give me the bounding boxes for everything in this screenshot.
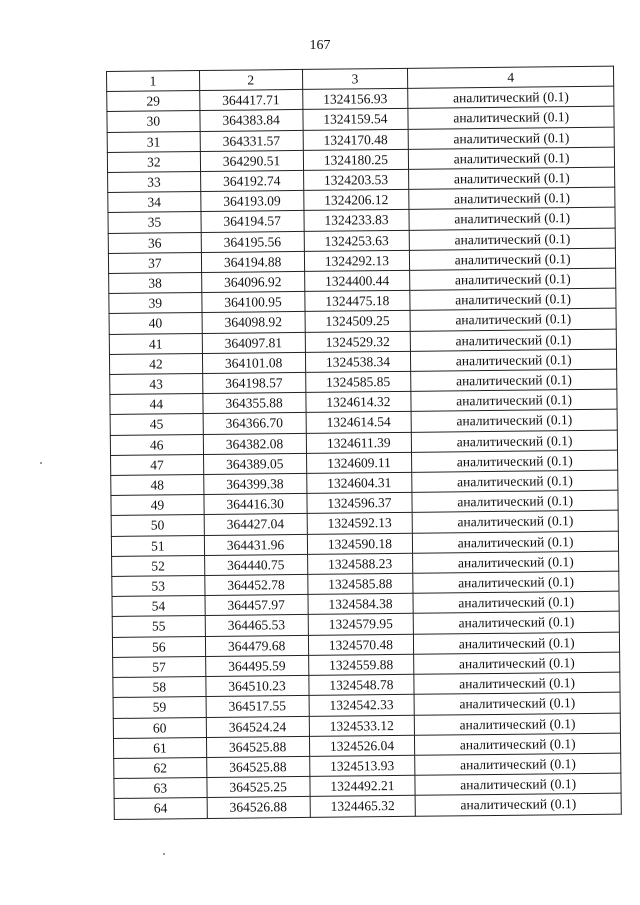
x-coordinate-cell: 364096.92 xyxy=(201,271,304,292)
point-number-cell: 29 xyxy=(107,91,200,112)
method-cell: аналитический (0.1) xyxy=(415,753,621,775)
x-coordinate-cell: 364479.68 xyxy=(205,635,308,656)
x-coordinate-cell: 364525.25 xyxy=(207,777,310,798)
point-number-cell: 30 xyxy=(107,111,200,132)
x-coordinate-cell: 364417.71 xyxy=(199,90,302,111)
y-coordinate-cell: 1324592.13 xyxy=(307,513,413,534)
method-cell: аналитический (0.1) xyxy=(411,369,617,391)
x-coordinate-cell: 364525.88 xyxy=(206,756,309,777)
method-cell: аналитический (0.1) xyxy=(411,389,617,411)
x-coordinate-cell: 364101.08 xyxy=(202,352,305,373)
y-coordinate-cell: 1324611.39 xyxy=(306,432,412,453)
method-cell: аналитический (0.1) xyxy=(415,733,621,755)
x-coordinate-cell: 364366.70 xyxy=(203,413,306,434)
method-cell: аналитический (0.1) xyxy=(415,713,621,735)
y-coordinate-cell: 1324588.23 xyxy=(307,553,413,574)
point-number-cell: 57 xyxy=(113,656,206,677)
y-coordinate-cell: 1324206.12 xyxy=(303,190,409,211)
method-cell: аналитический (0.1) xyxy=(412,470,618,492)
method-cell: аналитический (0.1) xyxy=(413,531,619,553)
point-number-cell: 60 xyxy=(113,717,206,738)
y-coordinate-cell: 1324533.12 xyxy=(309,715,415,736)
x-coordinate-cell: 364383.84 xyxy=(200,110,303,131)
page-number: 167 xyxy=(309,38,331,53)
method-cell: аналитический (0.1) xyxy=(410,268,616,290)
method-cell: аналитический (0.1) xyxy=(415,793,621,815)
method-cell: аналитический (0.1) xyxy=(411,329,617,351)
x-coordinate-cell: 364495.59 xyxy=(205,655,308,676)
method-cell: аналитический (0.1) xyxy=(412,430,618,452)
x-coordinate-cell: 364382.08 xyxy=(203,433,306,454)
y-coordinate-cell: 1324614.32 xyxy=(305,392,411,413)
point-number-cell: 34 xyxy=(108,192,201,213)
x-coordinate-cell: 364465.53 xyxy=(205,615,308,636)
point-number-cell: 35 xyxy=(108,212,201,233)
point-number-cell: 54 xyxy=(112,596,205,617)
point-number-cell: 51 xyxy=(111,535,204,556)
point-number-cell: 41 xyxy=(109,333,202,354)
x-coordinate-cell: 364193.09 xyxy=(200,191,303,212)
x-coordinate-cell: 364440.75 xyxy=(204,554,307,575)
x-coordinate-cell: 364198.57 xyxy=(202,372,305,393)
point-number-cell: 53 xyxy=(112,576,205,597)
method-cell: аналитический (0.1) xyxy=(409,147,615,169)
point-number-cell: 56 xyxy=(112,636,205,657)
point-number-cell: 33 xyxy=(108,172,201,193)
method-cell: аналитический (0.1) xyxy=(414,692,620,714)
method-cell: аналитический (0.1) xyxy=(414,672,620,694)
x-coordinate-cell: 364510.23 xyxy=(206,676,309,697)
point-number-cell: 43 xyxy=(110,374,203,395)
point-number-cell: 59 xyxy=(113,697,206,718)
point-number-cell: 45 xyxy=(110,414,203,435)
x-coordinate-cell: 364194.88 xyxy=(201,251,304,272)
y-coordinate-cell: 1324203.53 xyxy=(303,169,409,190)
point-number-cell: 64 xyxy=(114,798,207,819)
x-coordinate-cell: 364526.88 xyxy=(207,797,310,818)
y-coordinate-cell: 1324180.25 xyxy=(303,149,409,170)
method-cell: аналитический (0.1) xyxy=(415,773,621,795)
method-cell: аналитический (0.1) xyxy=(410,309,616,331)
scan-speck xyxy=(40,462,42,464)
y-coordinate-cell: 1324526.04 xyxy=(309,735,415,756)
point-number-cell: 62 xyxy=(114,757,207,778)
y-coordinate-cell: 1324159.54 xyxy=(302,109,408,130)
y-coordinate-cell: 1324579.95 xyxy=(308,614,414,635)
point-number-cell: 49 xyxy=(111,495,204,516)
point-number-cell: 50 xyxy=(111,515,204,536)
method-cell: аналитический (0.1) xyxy=(413,591,619,613)
x-coordinate-cell: 364427.04 xyxy=(204,514,307,535)
y-coordinate-cell: 1324465.32 xyxy=(310,796,416,817)
method-cell: аналитический (0.1) xyxy=(414,612,620,634)
method-cell: аналитический (0.1) xyxy=(414,632,620,654)
y-coordinate-cell: 1324400.44 xyxy=(304,270,410,291)
method-cell: аналитический (0.1) xyxy=(413,551,619,573)
y-coordinate-cell: 1324529.32 xyxy=(305,331,411,352)
y-coordinate-cell: 1324475.18 xyxy=(304,291,410,312)
method-cell: аналитический (0.1) xyxy=(411,410,617,432)
point-number-cell: 38 xyxy=(109,273,202,294)
y-coordinate-cell: 1324156.93 xyxy=(302,89,408,110)
method-cell: аналитический (0.1) xyxy=(410,288,616,310)
y-coordinate-cell: 1324253.63 xyxy=(304,230,410,251)
point-number-cell: 63 xyxy=(114,778,207,799)
method-cell: аналитический (0.1) xyxy=(414,652,620,674)
y-coordinate-cell: 1324609.11 xyxy=(306,452,412,473)
y-coordinate-cell: 1324233.83 xyxy=(303,210,409,231)
point-number-cell: 39 xyxy=(109,293,202,314)
x-coordinate-cell: 364525.88 xyxy=(206,736,309,757)
method-cell: аналитический (0.1) xyxy=(409,167,615,189)
method-cell: аналитический (0.1) xyxy=(412,490,618,512)
point-number-cell: 36 xyxy=(108,232,201,253)
y-coordinate-cell: 1324292.13 xyxy=(304,250,410,271)
x-coordinate-cell: 364290.51 xyxy=(200,150,303,171)
table-row xyxy=(114,793,621,819)
x-coordinate-cell: 364457.97 xyxy=(205,595,308,616)
column-header: 2 xyxy=(199,69,302,90)
y-coordinate-cell: 1324590.18 xyxy=(307,533,413,554)
point-number-cell: 40 xyxy=(109,313,202,334)
x-coordinate-cell: 364355.88 xyxy=(203,393,306,414)
y-coordinate-cell: 1324570.48 xyxy=(308,634,414,655)
point-number-cell: 37 xyxy=(108,252,201,273)
column-header: 1 xyxy=(107,71,200,92)
point-number-cell: 46 xyxy=(110,434,203,455)
point-number-cell: 32 xyxy=(107,151,200,172)
x-coordinate-cell: 364389.05 xyxy=(203,453,306,474)
method-cell: аналитический (0.1) xyxy=(410,248,616,270)
y-coordinate-cell: 1324596.37 xyxy=(306,493,412,514)
y-coordinate-cell: 1324548.78 xyxy=(308,674,414,695)
y-coordinate-cell: 1324542.33 xyxy=(309,695,415,716)
y-coordinate-cell: 1324585.88 xyxy=(307,573,413,594)
table-body xyxy=(107,86,622,819)
x-coordinate-cell: 364416.30 xyxy=(204,494,307,515)
point-number-cell: 61 xyxy=(113,737,206,758)
y-coordinate-cell: 1324604.31 xyxy=(306,472,412,493)
method-cell: аналитический (0.1) xyxy=(408,127,614,149)
x-coordinate-cell: 364431.96 xyxy=(204,534,307,555)
y-coordinate-cell: 1324492.21 xyxy=(309,775,415,796)
method-cell: аналитический (0.1) xyxy=(411,349,617,371)
point-number-cell: 52 xyxy=(112,555,205,576)
y-coordinate-cell: 1324584.38 xyxy=(307,594,413,615)
method-cell: аналитический (0.1) xyxy=(408,86,614,108)
column-header: 4 xyxy=(408,66,614,88)
y-coordinate-cell: 1324170.48 xyxy=(303,129,409,150)
y-coordinate-cell: 1324509.25 xyxy=(305,311,411,332)
method-cell: аналитический (0.1) xyxy=(409,208,615,230)
x-coordinate-cell: 364524.24 xyxy=(206,716,309,737)
y-coordinate-cell: 1324538.34 xyxy=(305,351,411,372)
x-coordinate-cell: 364195.56 xyxy=(201,231,304,252)
method-cell: аналитический (0.1) xyxy=(409,187,615,209)
method-cell: аналитический (0.1) xyxy=(413,571,619,593)
point-number-cell: 48 xyxy=(111,475,204,496)
x-coordinate-cell: 364517.55 xyxy=(206,696,309,717)
point-number-cell: 31 xyxy=(107,131,200,152)
x-coordinate-cell: 364194.57 xyxy=(201,211,304,232)
method-cell: аналитический (0.1) xyxy=(410,228,616,250)
point-number-cell: 42 xyxy=(109,353,202,374)
coordinates-table xyxy=(106,66,622,820)
x-coordinate-cell: 364331.57 xyxy=(200,130,303,151)
point-number-cell: 58 xyxy=(113,677,206,698)
point-number-cell: 44 xyxy=(110,394,203,415)
point-number-cell: 55 xyxy=(112,616,205,637)
y-coordinate-cell: 1324513.93 xyxy=(309,755,415,776)
method-cell: аналитический (0.1) xyxy=(412,511,618,533)
scan-speck xyxy=(163,853,165,855)
method-cell: аналитический (0.1) xyxy=(408,107,614,129)
x-coordinate-cell: 364452.78 xyxy=(204,574,307,595)
y-coordinate-cell: 1324559.88 xyxy=(308,654,414,675)
x-coordinate-cell: 364097.81 xyxy=(202,332,305,353)
x-coordinate-cell: 364098.92 xyxy=(202,312,305,333)
x-coordinate-cell: 364100.95 xyxy=(202,292,305,313)
column-header: 3 xyxy=(302,68,408,89)
method-cell: аналитический (0.1) xyxy=(412,450,618,472)
point-number-cell: 47 xyxy=(111,454,204,475)
y-coordinate-cell: 1324585.85 xyxy=(305,371,411,392)
y-coordinate-cell: 1324614.54 xyxy=(306,412,412,433)
x-coordinate-cell: 364399.38 xyxy=(203,473,306,494)
x-coordinate-cell: 364192.74 xyxy=(200,170,303,191)
